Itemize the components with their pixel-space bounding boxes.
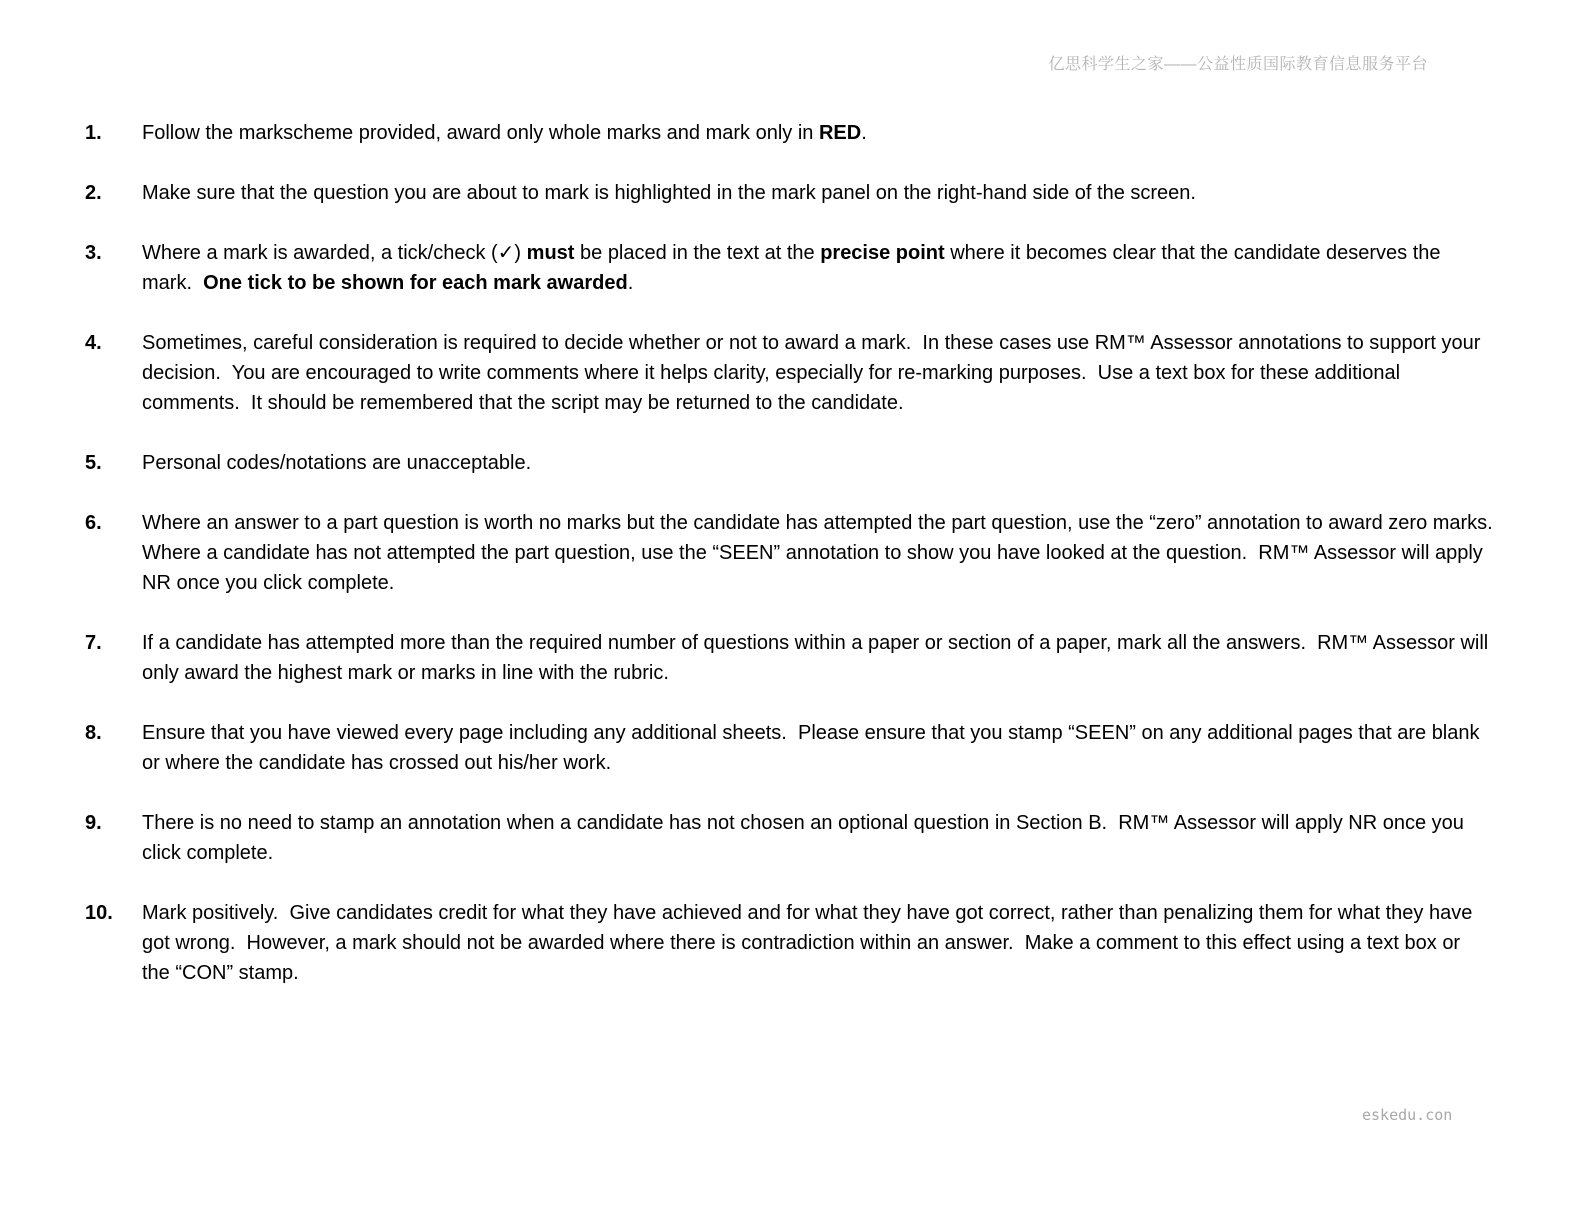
item-text: There is no need to stamp an annotation when a candidate has not chosen an optional question in Section B. RM™ Assessor will apply NR once you click complete. <box>142 812 1470 864</box>
list-item <box>85 448 1493 478</box>
item-text: If a candidate has attempted more than the required number of questions within a paper or section of a paper, mark all the answers. RM™ Assessor will only award the highest mark or marks in line with the rubric. <box>142 632 1494 684</box>
item-number: 5. <box>85 452 102 474</box>
item-number: 4. <box>85 332 102 354</box>
item-number: 2. <box>85 182 102 204</box>
footer-watermark-text: eskedu.con <box>1362 1106 1453 1124</box>
item-text: Mark positively. Give candidates credit for what they have achieved and for what they have got correct, rather than penalizing them for what they have got wrong. However, a mark should not be awarded where there is contradiction within an answer. Make a comment to this effect using a text box or the “CON” stamp. <box>142 902 1478 984</box>
item-number: 10. <box>85 902 113 924</box>
item-number: 6. <box>85 512 102 534</box>
list-item <box>85 178 1493 208</box>
item-number: 1. <box>85 122 102 144</box>
item-number: 9. <box>85 812 102 834</box>
list-item <box>85 238 1493 298</box>
item-text: Personal codes/notations are unacceptable. <box>142 452 532 474</box>
item-text: Make sure that the question you are about to mark is highlighted in the mark panel on the right-hand side of the screen. <box>142 182 1196 204</box>
list-item <box>85 808 1493 868</box>
item-text: Where an answer to a part question is worth no marks but the candidate has attempted the part question, use the “zero” annotation to award zero marks. Where a candidate has not attempted the part question, use the “SEEN” annotation to show you have looked at the question. RM™ Assessor will apply NR once you click complete. <box>142 512 1504 594</box>
item-text: Sometimes, careful consideration is required to decide whether or not to award a mark. In these cases use RM™ Assessor annotations to support your decision. You are encouraged to write comments where it helps clarity, especially for re-marking purposes. Use a text box for these additional comments. It should be remembered that the script may be returned to the candidate. <box>142 332 1487 414</box>
item-text: Follow the markscheme provided, award only whole marks and mark only in RED. <box>142 122 867 144</box>
list-item <box>85 118 1493 148</box>
list-item <box>85 718 1493 778</box>
instruction-list <box>85 118 1504 1018</box>
list-item <box>85 898 1493 988</box>
list-item <box>85 508 1504 598</box>
item-number: 8. <box>85 722 102 744</box>
header-watermark-text: 亿思科学生之家——公益性质国际教育信息服务平台 <box>1048 56 1428 73</box>
item-text: Where a mark is awarded, a tick/check (✓) must be placed in the text at the precise point where it becomes clear that the candidate deserves the mark. One tick to be shown for each mark awarded. <box>142 242 1447 294</box>
list-item <box>85 628 1493 688</box>
item-number: 7. <box>85 632 102 654</box>
list-item <box>85 328 1493 418</box>
item-text: Ensure that you have viewed every page including any additional sheets. Please ensure that you stamp “SEEN” on any additional pages that are blank or where the candidate has crossed out his/her work. <box>142 722 1486 774</box>
item-number: 3. <box>85 242 102 264</box>
